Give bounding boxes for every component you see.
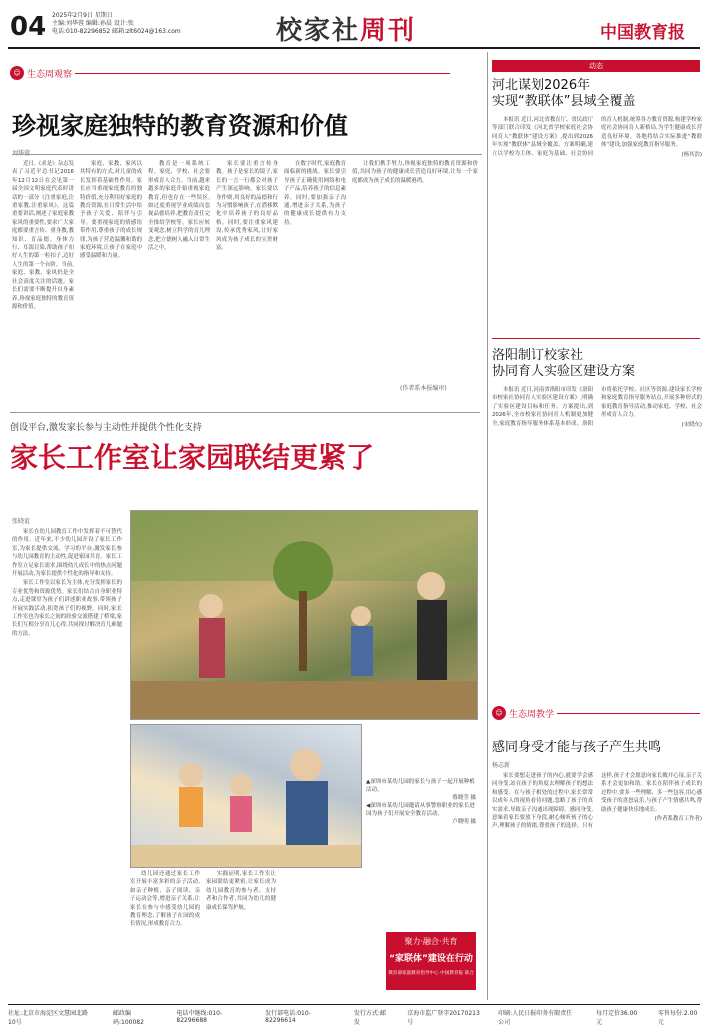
article1-para: 近日,《求是》杂志发表了习近平总书记2016年12月12日在会见第一届全国文明家庭代表时讲话的一部分《注重家庭,注重家教,注重家风》。这篇重要讲话,阐述了家庭家教家风的重要性,要求广大家庭都要重言传、重身教,教知识、育品德。身体力行、耳濡目染,帮助孩子扣好人生的第一粒扣子,迈好人生的第一个台阶。当前,家庭、家教、家风仍是全社会高度关注的话题。家长们需要不断提升自身素养,珍视家庭独特的教育资源和价值。 [12,161,74,310]
news1-byline: (杨其浩) [681,151,702,158]
news1-headline-line: 河北谋划2026年 [492,78,591,93]
article2-para: 家长在幼儿园教育工作中发挥着不可替代的作用。近年来,不少幼儿园开设了家长工作室,为家长提供交流、学习的平台,激发家长参与幼儿园教育的主动性,促进家园共育。家长工作室立足家长需求,围绕幼儿成长中的热点问题开展活动,为家长提供个性化的指导和支持。 [12,529,122,578]
section-rule [557,713,700,714]
news2-body [492,386,702,694]
column-divider [487,52,488,1000]
person [351,606,371,626]
news2-headline-line: 洛阳制订校家社 [492,348,584,363]
news-tag: 动态 [492,60,700,72]
article3-headline: 感同身受才能与孩子产生共鸣 [492,740,662,755]
article3-byline: 杨志新 [492,762,511,769]
caption-credit: 蔡晓莹 摄 [452,795,476,801]
editor-line: 主编:刘华蓉 编辑:孙晨 设计:张 [52,20,134,27]
promo-slogan: “家联体”建设在行动 [389,954,473,964]
divider [10,412,480,413]
police-officer [290,749,322,781]
promo-box [386,932,476,990]
footer-item: 发行方式:邮发 [353,1010,386,1026]
section-title: 生态周教学 [509,709,555,720]
photo-illustration [131,725,361,867]
masthead [10,8,700,48]
photo-planting-activity [130,510,478,720]
section-header [10,66,450,80]
soil [131,681,477,719]
footer-item: 社址:北京市海淀区文慧园北路10号 [8,1010,89,1026]
article2-kicker: 创设平台,激发家长参与主动性并提供个性化支持 [10,423,202,433]
article1-para: 家长要注重言传身教。孩子是家长的镜子,家长的一言一行都会对孩子产生深远影响。家长要以身作则,用良好的品德和行为习惯影响孩子,在潜移默化中培养孩子的良好品格。同时,要注重家风建设,传承优秀家风,让好家风成为孩子成长的宝贵财富。 [216,161,278,252]
child [230,774,252,796]
promo-sponsor: 教育部家庭教育指导中心 中国教育报 联合 [388,971,474,976]
article1-column [284,160,346,392]
news-tag-bar [492,60,700,72]
tree-trunk [299,591,307,671]
article2-para: 实践证明,家长工作室让家园联结更紧密,让家长成为幼儿园教育的参与者、支持者和合作者,共同为幼儿的健康成长保驾护航。 [206,871,276,911]
news1-headline-line: 实现“教联体”县域全覆盖 [492,94,636,109]
article1-column [148,160,210,392]
news2-byline: (宋晓东) [681,421,702,428]
article3-body [492,772,702,998]
news1-headline [492,78,635,110]
article1-column [216,160,278,392]
divider [492,338,700,339]
article1-column [12,160,74,392]
caption-text: ▲深圳市某幼儿园的家长与孩子一起开展种植活动。 [366,779,475,793]
photo-police-parent [130,724,362,868]
page-footer [8,1004,700,1026]
footer-item: 邮政编码:100082 [112,1010,144,1026]
promo-title: 聚力·融合·共育 [404,937,458,946]
news2-para: 本报讯 近日,河南省洛阳市印发《洛阳市校家社协同育人实验区建设方案》,明确了实验区建设目标和任务。方案提出,到2026年,全市校家社协同育人机制更加健全,家庭教育指导服务体系基本形成。洛阳市将依托学校、社区等资源,建设家长学校和家庭教育指导服务站点,开展多种形式的家庭教育指导活动,推动家庭、学校、社会形成育人合力。 [492,387,702,427]
news2-headline [492,348,635,380]
article1-para: 家庭、家教、家风以其特有的方式,对儿童的成长发挥着基础性作用。家长应当重视家庭教育的独特价值,充分利用好家庭的教育资源,在日常生活中给予孩子关爱、陪伴与引导。要重视家庭的情感纽带作用,尊重孩子的成长规律,为孩子营造温馨和谐的家庭环境,让孩子在家庭中感受温暖和力量。 [80,161,142,260]
photo-caption [366,778,476,826]
page-title-sub: 周刊 [360,16,417,46]
article1-para: 让我们携手努力,珍视家庭独特的教育资源和价值,共同为孩子的健康成长营造良好环境,让每一个家庭都成为孩子成长的温暖港湾。 [352,161,478,184]
caption-credit: 卢晓明 摄 [452,819,476,825]
article2-para: 幼儿园还通过家长工作室开展丰富多彩的亲子活动,如亲子种植、亲子阅读、亲子运动会等,增进亲子关系,让家长在参与中感受幼儿园的教育理念,了解孩子在园的成长情况,形成教育合力。 [130,871,200,928]
news1-body [492,116,702,332]
article2-column [12,528,122,998]
section-header [492,706,700,720]
article2-headline: 家长工作室让家园联结更紧了 [10,441,375,474]
section-rule [75,73,450,74]
article1-headline: 珍视家庭独特的教育资源和价值 [12,112,348,140]
person [199,594,223,618]
person [417,572,445,600]
footer-item: 发行部电话:010-82296614 [265,1010,311,1024]
section-logo-icon: ☺ [10,66,24,80]
news2-headline-line: 协同育人实验区建设方案 [492,364,636,379]
article2-column [130,870,200,998]
issue-meta [52,12,181,36]
contact-line: 电话:010-82296852 邮箱:zlt6024@163.com [52,28,181,35]
news1-para: 本报讯 近日,河北省教育厅、省民政厅等部门联合印发《河北省学校家庭社会协同育人“教联体”建设方案》,提出到2026年实现“教联体”县域全覆盖。方案明确,建立以学校为主体、家庭为基础、社会协同的育人机制,统筹各方教育资源,构建学校家庭社会协同育人新格局,为学生健康成长营造良好环境。各地将结合实际推进“教联体”建设,加强家庭教育指导服务。 [492,117,702,157]
caption-text: ◀深圳市某幼儿园邀请从事警察职业的家长进园为孩子们开展安全教育活动。 [366,803,475,817]
article2-byline: 张晓谊 [12,518,31,525]
newspaper-logo: 中国教育报 [600,23,685,43]
divider [12,154,482,155]
photo-illustration [131,511,477,719]
article1-column [352,160,478,380]
footer-item: 电话中继线:010-82296688 [176,1010,223,1024]
header-rule [8,47,700,49]
article2-column [206,870,276,998]
section-title: 生态周观察 [27,69,73,80]
article3-para: 家长要想走进孩子的内心,就要学会感同身受,站在孩子的角度去理解孩子的想法和感受。在与孩子相处的过程中,家长常常以成年人的视角看待问题,忽略了孩子的真实需求,导致亲子沟通出现障碍。感同身受,意味着家长要放下身段,耐心倾听孩子的心声,理解孩子的情绪,尊重孩子的选择。只有这样,孩子才会愿意向家长敞开心扉,亲子关系才会更加和谐。家长在陪伴孩子成长的过程中,要多一些理解、多一些包容,用心感受孩子的喜怒哀乐,与孩子产生情感共鸣,帮助孩子健康快乐地成长。 [492,773,702,830]
article1-column [80,160,142,392]
page-title [276,10,416,47]
article3-note: (作者系教育工作者) [654,816,702,823]
article1-author-note: (作者系本报编审) [400,385,447,392]
page-number: 04 [10,12,47,42]
article2-para: 家长工作室以家长为主体,充分发挥家长的专业优势和资源优势。家长们结合自身职业特点,走进课堂为孩子们讲述职业故事,带领孩子开展实践活动,拓宽孩子们的视野。同时,家长工作室也为家长之间的经验交流搭建了桥梁,家长们互相分享育儿心得,共同探讨解决育儿难题的方法。 [12,580,122,637]
article1-byline [12,148,30,157]
section-logo-icon: ☺ [492,706,506,720]
footer-item: 每月定价36.00元 [596,1010,638,1026]
article1-para: 在数字时代,家庭教育面临新的挑战。家长要引导孩子正确使用网络和电子产品,培养孩子的信息素养。同时,要加强亲子沟通,增进亲子关系,为孩子的健康成长提供有力支持。 [284,161,346,226]
child [179,763,203,787]
footer-item: 京海市监广登字20170213号 [407,1010,480,1026]
footer-item: 零售每份:2.00元 [657,1010,698,1026]
footer-item: 印刷:人民日报印务有限责任公司 [498,1010,573,1026]
issue-date: 2025年2月9日 星期日 [52,12,113,19]
article1-para: 教育是一项系统工程。家庭、学校、社会要形成育人合力。当前,越来越多的家庭开始重视家庭教育,但也存在一些误区,如过度重视学业成绩而忽视品德培养,把教育责任完全推给学校等。家长应转变观念,树立科学的育儿理念,把立德树人融入日常生活之中。 [148,161,210,252]
page-title-main: 校家社 [276,16,361,46]
